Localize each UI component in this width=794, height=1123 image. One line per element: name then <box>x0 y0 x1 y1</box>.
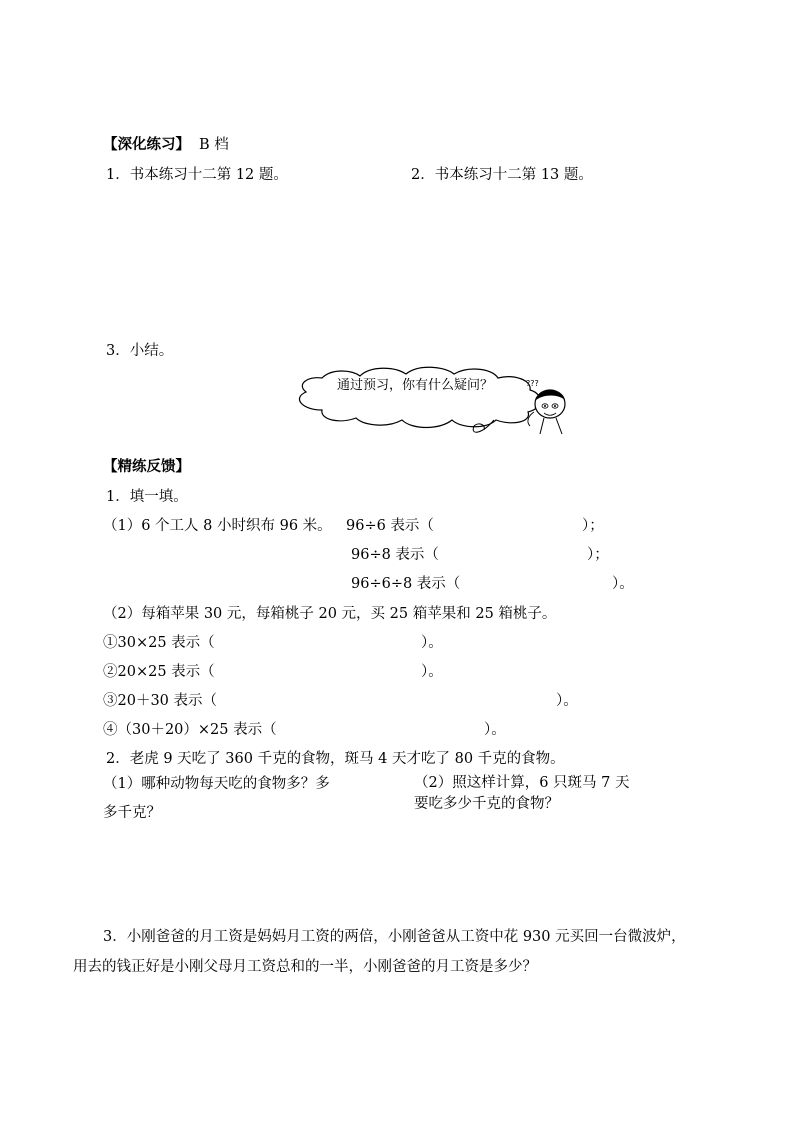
q1-2-b-expr: ②20×25 表示（ <box>103 664 215 680</box>
q1-1-c-end: ）。 <box>612 576 634 592</box>
q1-2-d-end: ）。 <box>484 722 506 738</box>
q1-2-c-end: ）。 <box>556 693 578 709</box>
q2-2-line2: 要吃多少千克的食物？ <box>414 796 559 812</box>
q1-2-d-expr: ④（30＋20）×25 表示（ <box>103 722 277 738</box>
feedback-q3-line1: 3．小刚爸爸的月工资是妈妈月工资的两倍，小刚爸爸从工资中花 930 元买回一台微波炉， <box>103 929 686 945</box>
q1-1-a-expr: 96÷6 表示（ <box>346 518 434 534</box>
feedback-q3-line2: 用去的钱正好是小刚父母月工资总和的一半，小刚爸爸的月工资是多少？ <box>73 959 537 975</box>
feedback-heading: 【精练反馈】 <box>103 458 190 475</box>
q1-1-b-end: ）； <box>587 547 609 563</box>
q1-2-b-end: ）。 <box>421 664 443 680</box>
q1-1-a-end: ）； <box>582 518 604 534</box>
q1-2-c-expr: ③20＋30 表示（ <box>103 693 218 709</box>
deepen-q1: 1．书本练习十二第 12 题。 <box>106 167 288 183</box>
feedback-q2-title: 2．老虎 9 天吃了 360 千克的食物，斑马 4 天才吃了 80 千克的食物。 <box>106 751 565 767</box>
q1-1-c-expr: 96÷6÷8 表示（ <box>351 576 461 592</box>
deepen-heading: 【深化练习】 <box>103 136 190 153</box>
deepen-level: B 档 <box>199 137 229 153</box>
q1-2-a-end: ）。 <box>421 635 443 651</box>
feedback-q1-title: 1．填一填。 <box>106 489 188 505</box>
q1-1-intro: （1）6 个工人 8 小时织布 96 米。 <box>103 518 332 534</box>
q1-2-intro: （2）每箱苹果 30 元，每箱桃子 20 元，买 25 箱苹果和 25 箱桃子。 <box>103 606 557 622</box>
deepen-q2: 2．书本练习十二第 13 题。 <box>411 167 593 183</box>
thought-cloud-illustration <box>282 364 582 444</box>
q2-2-line1: （2）照这样计算，6 只斑马 7 天 <box>414 775 630 791</box>
bubble-text: 通过预习，你有什么疑问？ <box>337 377 494 392</box>
deepen-q3: 3．小结。 <box>106 343 174 359</box>
q2-1-line2: 多千克？ <box>103 805 161 821</box>
question-marks: ??? <box>526 379 539 388</box>
q1-1-b-expr: 96÷8 表示（ <box>351 547 439 563</box>
q1-2-a-expr: ①30×25 表示（ <box>103 635 215 651</box>
q2-1-line1: （1）哪种动物每天吃的食物多？多 <box>103 776 330 792</box>
